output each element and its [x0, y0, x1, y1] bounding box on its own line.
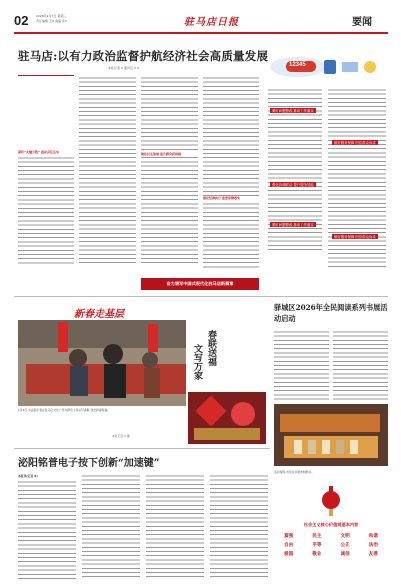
value-item: 民主 [312, 534, 322, 539]
lead-headline: 驻马店:以有力政治监督护航经济社会高质量发展 [18, 49, 269, 63]
reading-headline: 驿城区2026年全民阅读系列书展活动启动 [274, 303, 388, 323]
lead-subhead: 强化纪律执行 监督保障落实 [203, 196, 259, 200]
feature-credit: 本报记者 X 摄 [112, 434, 130, 438]
vertical-title-line: 春联送福 [206, 330, 216, 366]
bottom-column-4 [210, 474, 268, 580]
lead-intro-box [18, 75, 74, 153]
value-item: 富强 [284, 534, 294, 539]
values-row [284, 550, 378, 559]
lead-column-4 [203, 76, 259, 270]
lead-column-1 [18, 156, 74, 266]
reading-body-left [274, 330, 329, 400]
bottom-column-3 [146, 474, 204, 580]
values-row [284, 532, 378, 541]
bottom-column-2 [82, 474, 140, 580]
value-item: 自由 [284, 543, 294, 548]
value-item: 法治 [368, 543, 378, 548]
hotline-graphic [268, 52, 386, 82]
page-number: 02 [14, 13, 29, 28]
value-item: 敬业 [312, 552, 322, 557]
feature-photo [18, 320, 186, 406]
value-item: 和谐 [368, 534, 378, 539]
vertical-title-line: 文写万家 [192, 344, 202, 380]
date-line: 2026年1月7日 星期三 [36, 14, 67, 18]
book-fair-illustration [274, 404, 388, 466]
theme-banner [141, 278, 259, 290]
caption-text: 1月6日,书法爱好者在驻马店文化广场为群众义务书写春联,送去新春祝福。 [18, 408, 111, 412]
feature-caption [18, 408, 186, 412]
bottom-headline: 泌阳铭普电子按下创新“加速键” [18, 458, 160, 469]
values-grid [284, 532, 378, 559]
calligraphy-scene-illustration [18, 320, 186, 406]
lantern-ornament-icon [274, 486, 388, 518]
sidebar-box-heading: 紧盯问题整改 推动工作落实 [272, 109, 314, 113]
lead-column-2 [79, 76, 136, 266]
value-item: 平等 [312, 543, 322, 548]
bottom-column-1 [18, 480, 76, 580]
values-ornament [274, 486, 388, 518]
lead-byline: 本报记者 X 通讯员 X X [108, 66, 139, 70]
value-item: 公正 [340, 543, 350, 548]
lead-subhead: 紧盯“关键少数” 推动责任压实 [18, 150, 78, 154]
issue-date [36, 14, 67, 23]
value-item: 爱国 [284, 552, 294, 557]
editor-line: 责任编辑 王X 美编 李X [36, 18, 67, 23]
lead-subhead: 聚焦民生领域 提升群众获得感 [141, 152, 198, 156]
section-divider [14, 296, 388, 297]
page-header [14, 10, 388, 32]
reading-photo-caption: 活动现场,市民在书展选购图书。 [274, 470, 315, 474]
lead-column-3 [141, 76, 198, 266]
value-item: 文明 [340, 534, 350, 539]
bottom-dateline: 本报讯(记者 X) [18, 474, 38, 478]
sidebar-box-heading: 紧盯问题整改 推动工作落实 [272, 223, 314, 227]
values-row [284, 541, 378, 550]
core-values-box [274, 486, 388, 578]
sidebar-column-right [328, 88, 386, 270]
section-label: 要闻 [352, 17, 372, 28]
sidebar-box-heading: 做好服务保障 回应群众诉求 [334, 235, 376, 239]
value-item: 诚信 [340, 552, 350, 557]
festive-photo [188, 392, 266, 444]
hotline-number: 12345 [289, 62, 306, 68]
sidebar-box-heading: 做好服务保障 回应群众诉求 [334, 141, 376, 145]
feature-vertical-title [188, 330, 224, 390]
fortune-decor-illustration [188, 392, 266, 444]
sidebar-box-heading: 强化协调联动 提升服务效能 [272, 183, 314, 187]
header-rule [14, 32, 388, 34]
masthead-logo: 驻马店日报 [184, 17, 239, 28]
section-divider [14, 448, 270, 449]
hotline-illustration [268, 52, 386, 82]
theme-banner-text: 奋力谱写中国式现代化驻马店新篇章 [166, 281, 234, 286]
reading-photo [274, 404, 388, 466]
values-title: 社会主义核心价值观基本内容 [303, 522, 359, 527]
reading-body-right [333, 330, 388, 400]
value-item: 友善 [368, 552, 378, 557]
feature-badge: 新春走基层 [74, 309, 124, 320]
